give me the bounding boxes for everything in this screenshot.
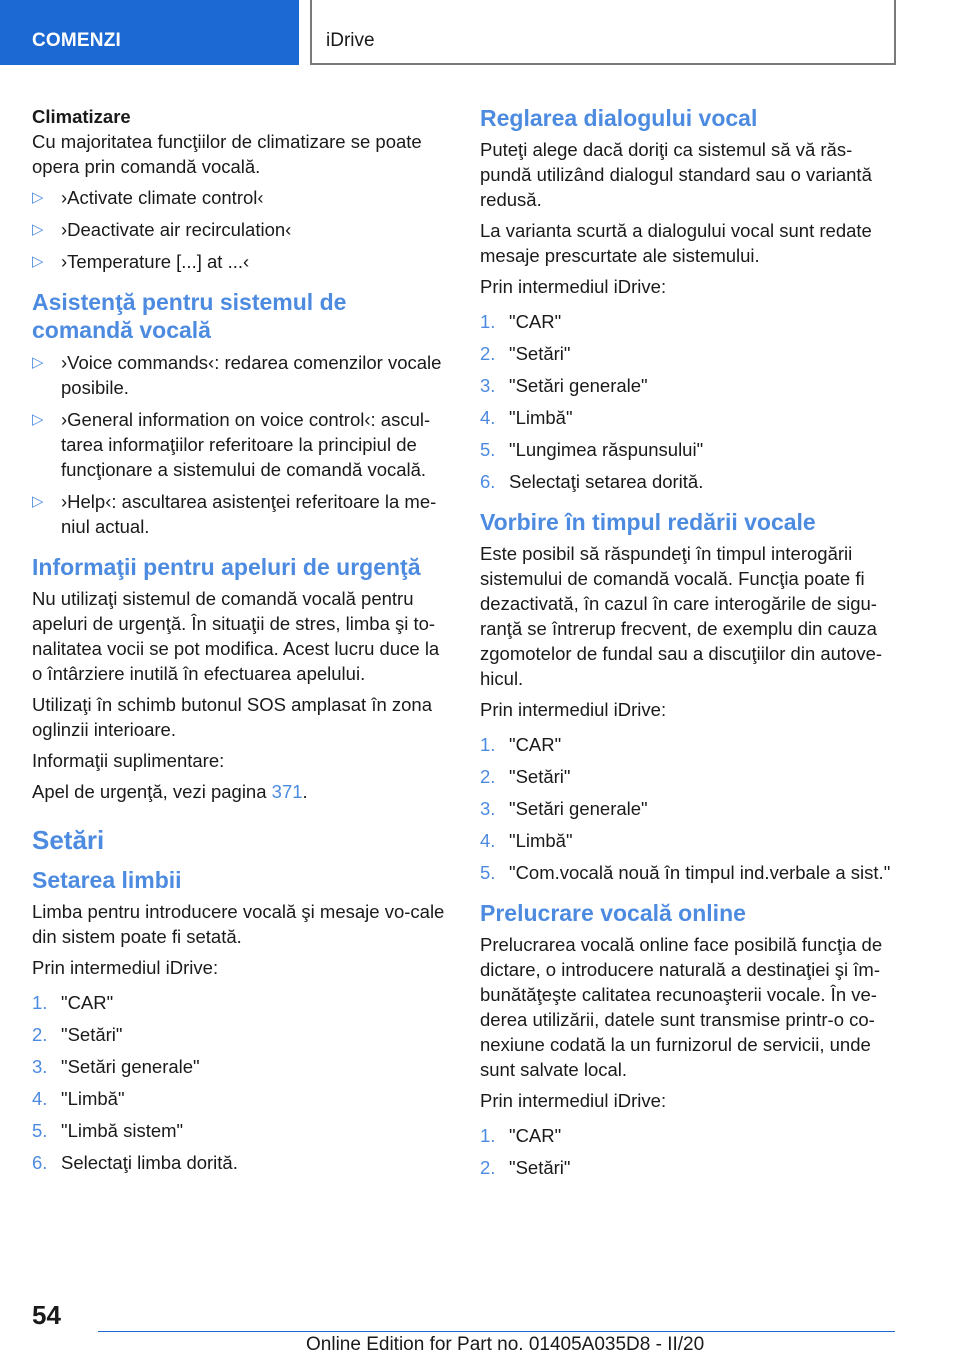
list-item: ▷ ›General information on voice control‹: ascul‐tarea informaţiilor referitoare la principiul de funcţionare a sistemului de comandă vocală. (32, 409, 431, 480)
list-item: ▷ ›Temperature [...] at ...‹ (32, 251, 250, 272)
triangle-bullet-icon: ▷ (32, 493, 44, 510)
list-item: 5. "Com.vocală nouă în timpul ind.verbale a sist." (480, 862, 891, 883)
list-item: 1. "CAR" (480, 311, 562, 332)
reglare-dialog-text: Puteţi alege dacă doriţi ca sistemul să vă răs‐pundă utilizând dialogul standard sau o variantă redusă. (480, 139, 872, 210)
triangle-bullet-icon: ▷ (32, 253, 44, 270)
list-item: ▷ ›Help‹: ascultarea asistenţei referitoare la me‐niul actual. (32, 491, 437, 537)
page-reference-link[interactable]: 371 (271, 781, 303, 802)
setarea-limbii-steps (32, 990, 450, 1175)
list-item: 6. Selectaţi setarea dorită. (480, 471, 704, 492)
climatizare-command-list (32, 185, 450, 274)
header-section-tab (0, 0, 299, 65)
vorbire-heading: Vorbire în timpul redării vocale (480, 509, 816, 535)
urgenta-heading: Informaţii pentru apeluri de urgenţă (32, 554, 421, 580)
setarea-limbii-via: Prin intermediul iDrive: (32, 957, 219, 978)
online-text: Prelucrarea vocală online face posibilă funcţia de dictare, o introducere naturală a destinaţiei şi îm‐bunătăţeşte calitatea recunoaşterii vocale. În ve‐derea utilizării, datele sunt transmise printr-o co‐nexiune codată la un furnizorul de servicii, unde sunt salvate local. (480, 934, 883, 1080)
list-item: 3. "Setări generale" (32, 1056, 200, 1077)
list-item: 1. "CAR" (480, 1125, 562, 1146)
footer-divider (98, 1331, 895, 1332)
setari-heading: Setări (32, 825, 105, 855)
list-item: 4. "Limbă" (480, 830, 573, 851)
header-topic-label: iDrive (326, 30, 375, 51)
list-item: 2. "Setări" (32, 1024, 123, 1045)
vorbire-text: Este posibil să răspundeţi în timpul interogării sistemului de comandă vocală. Funcţia poate fi dezactivată, în cazul în care interogările de sigu‐ranţă se întrerup frecvent, de exemplu din cauza zgomotelor de fundal sau a discuţiilor din autove‐hicul. (480, 543, 883, 689)
online-steps (480, 1123, 896, 1180)
climatizare-text: Cu majoritatea funcţiilor de climatizare se poate opera prin comandă vocală. (32, 131, 422, 177)
reglare-dialog-short-text: La varianta scurtă a dialogului vocal sunt redate mesaje prescurtate ale sistemului. (480, 220, 872, 266)
list-item: ▷ ›Activate climate control‹ (32, 187, 264, 208)
online-via: Prin intermediul iDrive: (480, 1090, 667, 1111)
list-item: 5. "Limbă sistem" (32, 1120, 184, 1141)
urgenta-reference: Apel de urgenţă, vezi pagina 371. (32, 781, 308, 802)
urgenta-info-label: Informaţii suplimentare: (32, 750, 225, 771)
triangle-bullet-icon: ▷ (32, 189, 44, 206)
list-item: 3. "Setări generale" (480, 375, 648, 396)
header-topic-tab (310, 0, 896, 65)
climatizare-heading: Climatizare (32, 106, 131, 127)
list-item: 3. "Setări generale" (480, 798, 648, 819)
right-column (480, 104, 896, 1187)
triangle-bullet-icon: ▷ (32, 411, 44, 428)
triangle-bullet-icon: ▷ (32, 354, 44, 371)
triangle-bullet-icon: ▷ (32, 221, 44, 238)
asistenta-command-list (32, 350, 450, 539)
online-heading: Prelucrare vocală online (480, 900, 746, 926)
header-section-label: COMENZI (32, 30, 122, 51)
urgenta-sos-text: Utilizaţi în schimb butonul SOS amplasat în zona oglinzii interioare. (32, 694, 432, 740)
list-item: 1. "CAR" (32, 992, 114, 1013)
list-item: ▷ ›Voice commands‹: redarea comenzilor vocale posibile. (32, 352, 442, 398)
list-item: 2. "Setări" (480, 766, 571, 787)
list-item: ▷ ›Deactivate air recirculation‹ (32, 219, 292, 240)
reglare-dialog-via: Prin intermediul iDrive: (480, 276, 667, 297)
setarea-limbii-text: Limba pentru introducere vocală şi mesaje vo‐cale din sistem poate fi setată. (32, 901, 445, 947)
setarea-limbii-heading: Setarea limbii (32, 867, 182, 893)
urgenta-text: Nu utilizaţi sistemul de comandă vocală pentru apeluri de urgenţă. În situaţii de stres, limba şi to‐nalitatea vocii se pot modifica. Acest lucru duce la o întârziere inutilă în efectuarea apelului. (32, 588, 440, 684)
vorbire-steps (480, 732, 896, 885)
list-item: 4. "Limbă" (32, 1088, 125, 1109)
page-number: 54 (32, 1300, 61, 1330)
asistenta-heading: Asistenţă pentru sistemul de comandă vocală (32, 289, 347, 343)
left-column (32, 104, 450, 1182)
reglare-dialog-steps (480, 309, 896, 494)
reglare-dialog-heading: Reglarea dialogului vocal (480, 105, 758, 131)
list-item: 2. "Setări" (480, 1157, 571, 1178)
list-item: 6. Selectaţi limba dorită. (32, 1152, 238, 1173)
list-item: 4. "Limbă" (480, 407, 573, 428)
list-item: 5. "Lungimea răspunsului" (480, 439, 704, 460)
list-item: 2. "Setări" (480, 343, 571, 364)
vorbire-via: Prin intermediul iDrive: (480, 699, 667, 720)
footer-edition: Online Edition for Part no. 01405A035D8 - II/20 (306, 1334, 705, 1355)
list-item: 1. "CAR" (480, 734, 562, 755)
